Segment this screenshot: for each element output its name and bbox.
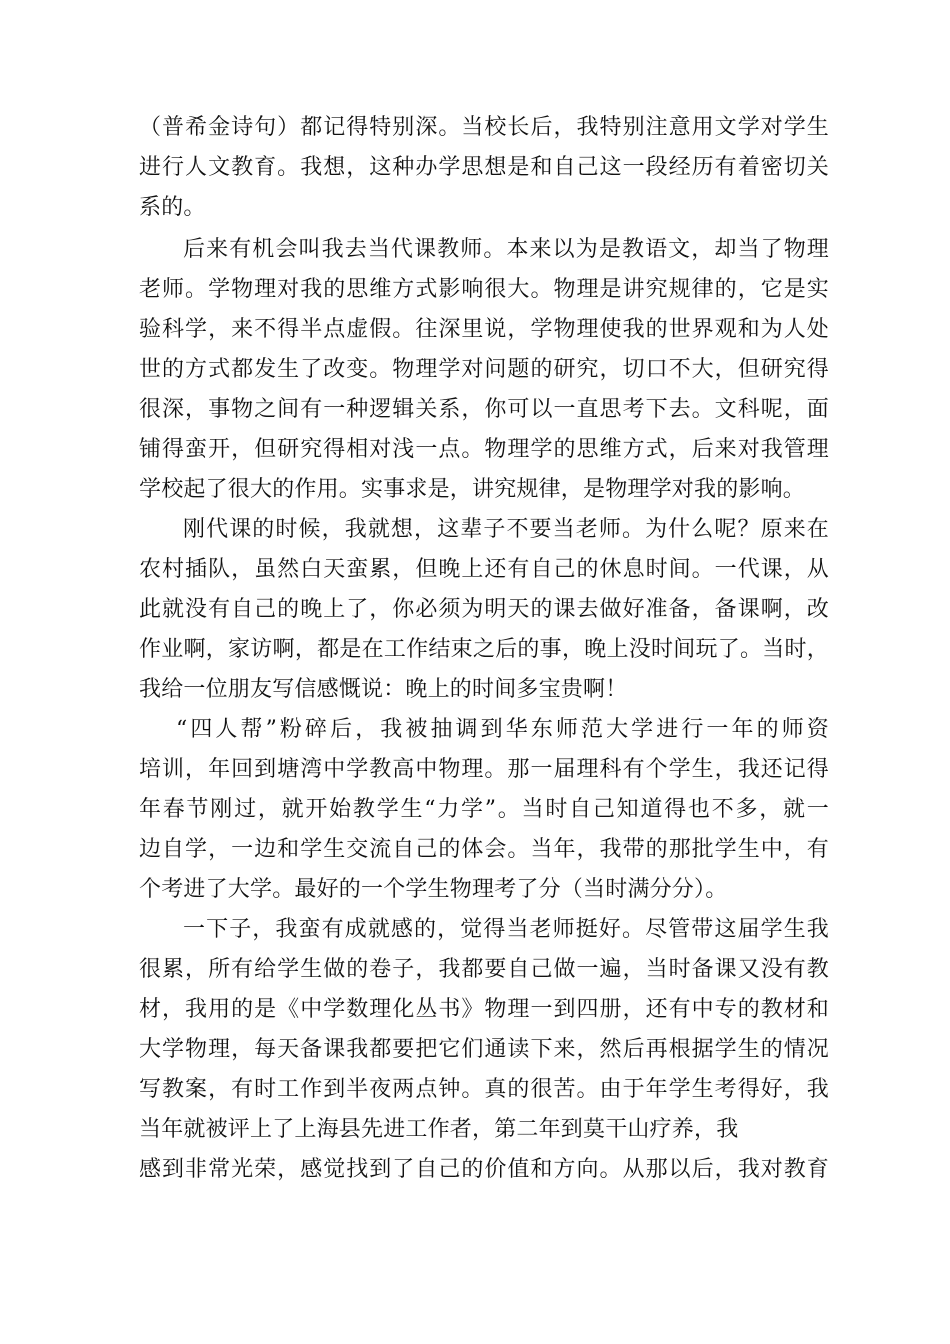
paragraph-first-line: 刚代课的时候，我就想，这辈子不要当老师。为什么呢？原来在	[183, 517, 829, 542]
text-line: 作业啊，家访啊，都是在工作结束之后的事，晚上没时间玩了。当时，	[139, 637, 829, 662]
text-line: 当年就被评上了上海县先进工作者，第二年到莫干山疗养，我	[139, 1117, 739, 1142]
text-line: 老师。学物理对我的思维方式影响很大。物理是讲究规律的，它是实	[139, 277, 829, 302]
text-line: 边自学，一边和学生交流自己的体会。当年，我带的那批学生中，有	[139, 837, 829, 862]
text-line: 材，我用的是《中学数理化丛书》物理一到四册，还有中专的教材和	[139, 997, 829, 1022]
text-line: 很深，事物之间有一种逻辑关系，你可以一直思考下去。文科呢，面	[139, 397, 829, 422]
paragraph-first-line: 一下子，我蛮有成就感的，觉得当老师挺好。尽管带这届学生我	[183, 917, 829, 942]
text-line: 此就没有自己的晚上了，你必须为明天的课去做好准备，备课啊，改	[139, 597, 829, 622]
text-line: 进行人文教育。我想，这种办学思想是和自己这一段经历有着密切关	[139, 155, 829, 180]
text-line: 感到非常光荣，感觉找到了自己的价值和方向。从那以后，我对教育	[139, 1157, 829, 1182]
text-line: 铺得蛮开，但研究得相对浅一点。物理学的思维方式，后来对我管理	[139, 437, 829, 462]
text-line: 学校起了很大的作用。实事求是，讲究规律，是物理学对我的影响。	[139, 477, 806, 502]
text-line: 验科学，来不得半点虚假。往深里说，学物理使我的世界观和为人处	[139, 317, 829, 342]
text-line: 大学物理，每天备课我都要把它们通读下来，然后再根据学生的情况	[139, 1037, 829, 1062]
text-line: 写教案，有时工作到半夜两点钟。真的很苦。由于年学生考得好，我	[139, 1077, 829, 1102]
text-line: 农村插队，虽然白天蛮累，但晚上还有自己的休息时间。一代课，从	[139, 557, 829, 582]
text-line: 年春节刚过，就开始教学生“力学”。当时自己知道得也不多，就一	[139, 797, 829, 822]
text-line: （普希金诗句）都记得特别深。当校长后，我特别注意用文学对学生	[139, 115, 829, 140]
text-line: 世的方式都发生了改变。物理学对问题的研究，切口不大，但研究得	[139, 357, 829, 382]
text-line: 我给一位朋友写信感慨说：晚上的时间多宝贵啊！	[139, 677, 628, 702]
text-line: 很累，所有给学生做的卷子，我都要自己做一遍，当时备课又没有教	[139, 957, 829, 982]
text-line: 培训，年回到塘湾中学教高中物理。那一届理科有个学生，我还记得	[139, 757, 829, 782]
paragraph-first-line: “四人帮”粉碎后，我被抽调到华东师范大学进行一年的师资	[176, 717, 829, 742]
text-line: 个考进了大学。最好的一个学生物理考了分（当时满分分）。	[139, 877, 728, 902]
paragraph-first-line: 后来有机会叫我去当代课教师。本来以为是教语文，却当了物理	[183, 237, 829, 262]
text-line: 系的。	[139, 195, 206, 220]
